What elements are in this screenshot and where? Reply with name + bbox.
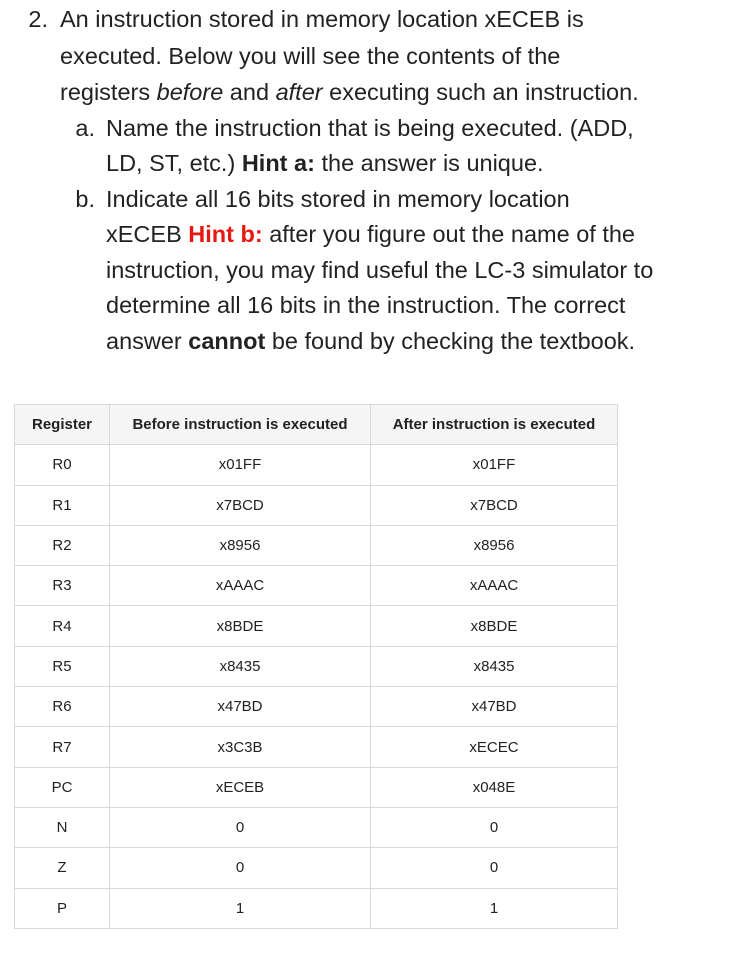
part-b-text: after you figure out the name of the: [262, 221, 635, 247]
table-row: [15, 485, 618, 525]
part-b-cont-5: [60, 324, 750, 360]
register-name: R1: [15, 485, 110, 525]
register-name: Z: [15, 848, 110, 888]
table-row: [15, 888, 618, 928]
before-value: x47BD: [110, 687, 371, 727]
before-value: x01FF: [110, 445, 371, 485]
after-value: x8BDE: [371, 606, 618, 646]
question-intro-line-1: An instruction stored in memory location xECEB is: [60, 6, 584, 32]
part-a-letter: a.: [75, 114, 95, 141]
register-name: R6: [15, 687, 110, 727]
table-row: [15, 566, 618, 606]
register-name: PC: [15, 767, 110, 807]
table-row: [15, 687, 618, 727]
before-value: xECEB: [110, 767, 371, 807]
before-value: 0: [110, 807, 371, 847]
register-name: R7: [15, 727, 110, 767]
intro-text: and: [223, 79, 276, 105]
register-table: [14, 404, 618, 929]
part-b-text: answer: [106, 327, 189, 354]
part-a-line-1: Name the instruction that is being executed. (ADD,: [106, 114, 634, 141]
hint-a-label: Hint a:: [241, 150, 315, 176]
part-a: [60, 111, 750, 147]
before-value: x8435: [110, 646, 371, 686]
table-header-row: [15, 405, 618, 445]
part-b-line-2: [106, 217, 706, 253]
part-a-cont: [60, 146, 750, 182]
register-name: R2: [15, 525, 110, 565]
hint-b-label: Hint b:: [188, 221, 263, 247]
header-register: Register: [15, 405, 110, 445]
after-value: x8956: [371, 525, 618, 565]
after-value: x01FF: [371, 445, 618, 485]
before-value: 0: [110, 848, 371, 888]
question-intro-line-3: [60, 75, 700, 111]
after-value: 0: [371, 807, 618, 847]
before-value: x7BCD: [110, 485, 371, 525]
part-b-cont-2: [60, 217, 750, 253]
after-value: x47BD: [371, 687, 618, 727]
after-value: 1: [371, 888, 618, 928]
part-a-line-2: [106, 146, 706, 182]
register-name: R3: [15, 566, 110, 606]
table-row: [15, 646, 618, 686]
table-row: [15, 848, 618, 888]
part-b-cont-4: [60, 288, 750, 324]
header-after: After instruction is executed: [371, 405, 618, 445]
before-value: x3C3B: [110, 727, 371, 767]
part-b-cont-3: [60, 253, 750, 289]
table-row: [15, 807, 618, 847]
after-emphasis: after: [275, 79, 323, 105]
before-value: xAAAC: [110, 566, 371, 606]
intro-text: registers: [60, 79, 157, 105]
part-b-letter: b.: [75, 185, 95, 212]
part-b-line-3: instruction, you may find useful the LC-3 simulator to: [106, 256, 654, 283]
table-row: [15, 445, 618, 485]
register-name: R0: [15, 445, 110, 485]
after-value: x8435: [371, 646, 618, 686]
cannot-emphasis: cannot: [188, 327, 266, 354]
register-name: R5: [15, 646, 110, 686]
before-value: 1: [110, 888, 371, 928]
register-name: R4: [15, 606, 110, 646]
part-b-text: be found by checking the textbook.: [265, 327, 636, 354]
register-name: N: [15, 807, 110, 847]
part-b-line-4: determine all 16 bits in the instruction. The correct: [106, 292, 626, 318]
register-name: P: [15, 888, 110, 928]
question-2: [0, 0, 750, 359]
after-value: xECEC: [371, 727, 618, 767]
intro-text: executing such an instruction.: [322, 79, 639, 105]
question-line-3: [0, 75, 750, 111]
before-emphasis: before: [156, 79, 224, 105]
table-row: [15, 525, 618, 565]
table-row: [15, 767, 618, 807]
after-value: 0: [371, 848, 618, 888]
table-row: [15, 727, 618, 767]
after-value: x7BCD: [371, 485, 618, 525]
part-b-text: xECEB: [106, 221, 189, 247]
part-b-line-1: Indicate all 16 bits stored in memory location: [106, 185, 570, 212]
table-row: [15, 606, 618, 646]
part-a-text: LD, ST, etc.): [106, 150, 242, 176]
question-line-2: [0, 39, 750, 75]
part-a-text: the answer is unique.: [314, 150, 544, 176]
after-value: x048E: [371, 767, 618, 807]
part-b-line-5: [106, 324, 706, 360]
after-value: xAAAC: [371, 566, 618, 606]
question-intro-line-2: executed. Below you will see the contents of the: [60, 42, 561, 69]
part-b: [60, 182, 750, 218]
before-value: x8956: [110, 525, 371, 565]
before-value: x8BDE: [110, 606, 371, 646]
header-before: Before instruction is executed: [110, 405, 371, 445]
question-number: 2.: [28, 6, 48, 32]
question-line-1: [0, 2, 750, 38]
